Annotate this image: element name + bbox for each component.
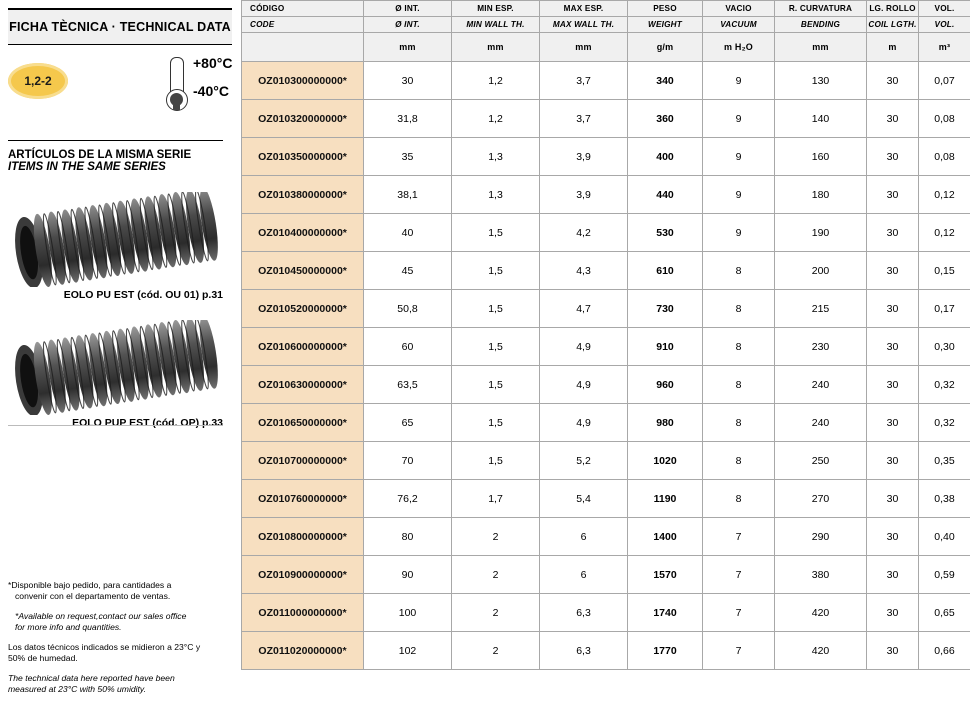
cell-min-wall: 1,5 [452,366,540,404]
col-subheader-code: CODE [242,17,364,33]
cell-vacuum: 9 [703,100,775,138]
cell-code: OZ010600000000* [242,328,364,366]
col-subheader-vacuum: VACUUM [703,17,775,33]
cell-weight: 440 [628,176,703,214]
cell-vacuum: 8 [703,366,775,404]
cell-weight: 980 [628,404,703,442]
cell-bending: 130 [775,62,867,100]
cell-max-wall: 3,9 [540,138,628,176]
cell-coil: 30 [867,442,919,480]
col-subheader-weight: WEIGHT [628,17,703,33]
cell-min-wall: 1,2 [452,100,540,138]
cell-coil: 30 [867,632,919,670]
table-row[interactable] [242,594,970,632]
col-subheader-vol: VOL. [919,17,970,33]
cell-bending: 190 [775,214,867,252]
cell-weight: 1570 [628,556,703,594]
cell-coil: 30 [867,404,919,442]
col-header-codigo: CÓDIGO [242,1,364,17]
col-header-min-esp: MIN ESP. [452,1,540,17]
cell-vacuum: 9 [703,214,775,252]
cell-weight: 340 [628,62,703,100]
footnote-es [8,580,236,602]
table-row[interactable] [242,442,970,480]
thermometer-bulb-fill-icon [170,93,183,106]
unit-min-wall: mm [452,33,540,62]
cell-min-wall: 2 [452,594,540,632]
cell-vol: 0,08 [919,138,970,176]
cell-bending: 290 [775,518,867,556]
cell-max-wall: 3,7 [540,62,628,100]
cell-vacuum: 8 [703,252,775,290]
cell-bending: 180 [775,176,867,214]
cell-weight: 1190 [628,480,703,518]
table-row[interactable] [242,100,970,138]
cell-vacuum: 9 [703,176,775,214]
cell-max-wall: 6,3 [540,632,628,670]
measure-note-es-line2: 50% de humedad. [8,653,78,663]
col-header-diam-int: Ø INT. [364,1,452,17]
table-row[interactable] [242,252,970,290]
cell-max-wall: 4,9 [540,366,628,404]
cell-code: OZ011000000000* [242,594,364,632]
product-image-eolo-pu-est[interactable] [8,192,223,301]
unit-diam-int: mm [364,33,452,62]
footnote-es-line2: convenir con el departamento de ventas. [8,591,236,602]
cell-coil: 30 [867,62,919,100]
cell-max-wall: 4,3 [540,252,628,290]
cell-vacuum: 9 [703,62,775,100]
cell-weight: 400 [628,138,703,176]
cell-vacuum: 7 [703,556,775,594]
cell-coil: 30 [867,328,919,366]
divider [8,425,223,426]
cell-vacuum: 8 [703,480,775,518]
col-header-rollo: LG. ROLLO [867,1,919,17]
header-row-units [242,33,970,62]
cell-code: OZ010320000000* [242,100,364,138]
cell-weight: 530 [628,214,703,252]
panel-title: FICHA TÈCNICA · TECHNICAL DATA [8,8,232,45]
cell-bending: 230 [775,328,867,366]
series-heading [8,140,223,173]
cell-coil: 30 [867,252,919,290]
cell-diam-int: 76,2 [364,480,452,518]
cell-weight: 1020 [628,442,703,480]
cell-diam-int: 30 [364,62,452,100]
product-caption-eolo-pu-est: EOLO PU EST (cód. OU 01) p.31 [8,289,223,301]
thickness-badge: 1,2-2 [8,63,68,99]
cell-code: OZ010350000000* [242,138,364,176]
unit-code [242,33,364,62]
cell-code: OZ010520000000* [242,290,364,328]
table-row[interactable] [242,214,970,252]
cell-vacuum: 7 [703,594,775,632]
hose-illustration-icon [8,192,223,287]
technical-data-table [241,0,970,670]
cell-vol: 0,12 [919,176,970,214]
cell-code: OZ010650000000* [242,404,364,442]
cell-vol: 0,30 [919,328,970,366]
cell-bending: 140 [775,100,867,138]
cell-diam-int: 102 [364,632,452,670]
cell-min-wall: 1,5 [452,442,540,480]
cell-bending: 380 [775,556,867,594]
cell-code: OZ010900000000* [242,556,364,594]
unit-coil: m [867,33,919,62]
product-caption-eolo-pup-est: EOLO PUP EST (cód. OP) p.33 [8,417,223,429]
cell-max-wall: 6,3 [540,594,628,632]
cell-coil: 30 [867,518,919,556]
cell-vol: 0,15 [919,252,970,290]
cell-vol: 0,38 [919,480,970,518]
series-heading-en: ITEMS IN THE SAME SERIES [8,161,223,173]
measure-note-en [8,673,236,695]
cell-weight: 1400 [628,518,703,556]
table-row[interactable] [242,366,970,404]
cell-coil: 30 [867,214,919,252]
cell-diam-int: 100 [364,594,452,632]
cell-coil: 30 [867,366,919,404]
cell-vacuum: 8 [703,328,775,366]
table-row[interactable] [242,290,970,328]
cell-bending: 420 [775,632,867,670]
cell-code: OZ011020000000* [242,632,364,670]
cell-coil: 30 [867,594,919,632]
measure-note-es [8,642,236,664]
cell-vol: 0,17 [919,290,970,328]
unit-bending: mm [775,33,867,62]
cell-diam-int: 70 [364,442,452,480]
cell-min-wall: 2 [452,556,540,594]
col-subheader-min-wall: MIN WALL TH. [452,17,540,33]
footnotes [8,580,236,704]
cell-diam-int: 31,8 [364,100,452,138]
cell-diam-int: 40 [364,214,452,252]
cell-min-wall: 1,3 [452,138,540,176]
cell-vol: 0,12 [919,214,970,252]
cell-vol: 0,35 [919,442,970,480]
cell-code: OZ010450000000* [242,252,364,290]
cell-vacuum: 9 [703,138,775,176]
unit-max-wall: mm [540,33,628,62]
table-row[interactable] [242,632,970,670]
col-header-curvatura: R. CURVATURA [775,1,867,17]
cell-diam-int: 90 [364,556,452,594]
col-subheader-coil: COIL LGTH. [867,17,919,33]
table-row[interactable] [242,176,970,214]
col-header-vacio: VACIO [703,1,775,17]
table-row[interactable] [242,556,970,594]
cell-max-wall: 6 [540,518,628,556]
cell-min-wall: 1,5 [452,290,540,328]
cell-weight: 910 [628,328,703,366]
cell-coil: 30 [867,480,919,518]
table-row[interactable] [242,328,970,366]
cell-bending: 250 [775,442,867,480]
cell-min-wall: 1,2 [452,62,540,100]
cell-bending: 160 [775,138,867,176]
cell-max-wall: 4,9 [540,404,628,442]
measure-note-en-line1: The technical data here reported have been [8,673,175,683]
col-subheader-diam-int: Ø INT. [364,17,452,33]
cell-diam-int: 60 [364,328,452,366]
left-info-panel [0,0,240,693]
cell-vacuum: 8 [703,290,775,328]
table-header [242,1,970,62]
footnote-en-line1: *Available on request,contact our sales office [8,611,236,622]
cell-min-wall: 1,7 [452,480,540,518]
cell-max-wall: 3,9 [540,176,628,214]
cell-diam-int: 50,8 [364,290,452,328]
measure-note-en-line2: measured at 23°C with 50% umidity. [8,684,146,694]
cell-min-wall: 1,5 [452,214,540,252]
cell-diam-int: 38,1 [364,176,452,214]
cell-code: OZ010300000000* [242,62,364,100]
cell-diam-int: 63,5 [364,366,452,404]
cell-bending: 420 [775,594,867,632]
cell-vol: 0,65 [919,594,970,632]
cell-vol: 0,07 [919,62,970,100]
table-row[interactable] [242,404,970,442]
cell-bending: 270 [775,480,867,518]
col-subheader-bending: BENDING [775,17,867,33]
cell-weight: 730 [628,290,703,328]
table-body [242,62,970,670]
product-image-eolo-pup-est[interactable] [8,320,223,429]
cell-bending: 215 [775,290,867,328]
cell-vol: 0,40 [919,518,970,556]
cell-bending: 200 [775,252,867,290]
col-header-max-esp: MAX ESP. [540,1,628,17]
col-header-peso: PESO [628,1,703,17]
footnote-en [8,611,236,633]
cell-code: OZ010380000000* [242,176,364,214]
cell-code: OZ010400000000* [242,214,364,252]
cell-code: OZ010700000000* [242,442,364,480]
cell-coil: 30 [867,176,919,214]
series-heading-es: ARTÍCULOS DE LA MISMA SERIE [8,149,223,161]
cell-vol: 0,66 [919,632,970,670]
unit-vacuum: m H₂O [703,33,775,62]
cell-weight: 1770 [628,632,703,670]
cell-max-wall: 4,9 [540,328,628,366]
cell-bending: 240 [775,404,867,442]
cell-max-wall: 4,2 [540,214,628,252]
cell-max-wall: 4,7 [540,290,628,328]
cell-diam-int: 80 [364,518,452,556]
footnote-en-line2: for more info and quantities. [8,622,236,633]
header-row-en [242,17,970,33]
hose-illustration-icon [8,320,223,415]
cell-weight: 360 [628,100,703,138]
table-row[interactable] [242,518,970,556]
temp-high-label: +80°C [193,55,232,71]
cell-min-wall: 1,5 [452,328,540,366]
cell-min-wall: 2 [452,518,540,556]
cell-vol: 0,32 [919,404,970,442]
cell-vol: 0,32 [919,366,970,404]
cell-vacuum: 7 [703,632,775,670]
col-header-vol: VOL. [919,1,970,17]
cell-code: OZ010760000000* [242,480,364,518]
cell-bending: 240 [775,366,867,404]
cell-max-wall: 3,7 [540,100,628,138]
footnote-es-line1: *Disponible bajo pedido, para cantidades a [8,580,171,590]
cell-max-wall: 5,2 [540,442,628,480]
cell-diam-int: 35 [364,138,452,176]
table-row[interactable] [242,480,970,518]
cell-vol: 0,08 [919,100,970,138]
header-row-es [242,1,970,17]
table-row[interactable] [242,138,970,176]
cell-coil: 30 [867,138,919,176]
cell-diam-int: 45 [364,252,452,290]
cell-min-wall: 1,5 [452,252,540,290]
col-subheader-max-wall: MAX WALL TH. [540,17,628,33]
cell-weight: 960 [628,366,703,404]
unit-weight: g/m [628,33,703,62]
cell-coil: 30 [867,100,919,138]
temp-low-label: -40°C [193,83,229,99]
cell-max-wall: 5,4 [540,480,628,518]
unit-vol: m³ [919,33,970,62]
cell-min-wall: 1,5 [452,404,540,442]
cell-vol: 0,59 [919,556,970,594]
cell-vacuum: 7 [703,518,775,556]
cell-min-wall: 2 [452,632,540,670]
table-row[interactable] [242,62,970,100]
cell-weight: 1740 [628,594,703,632]
cell-max-wall: 6 [540,556,628,594]
cell-min-wall: 1,3 [452,176,540,214]
cell-code: OZ010630000000* [242,366,364,404]
cell-weight: 610 [628,252,703,290]
cell-coil: 30 [867,290,919,328]
measure-note-es-line1: Los datos técnicos indicados se midieron a 23°C y [8,642,200,652]
cell-coil: 30 [867,556,919,594]
cell-diam-int: 65 [364,404,452,442]
cell-vacuum: 8 [703,442,775,480]
cell-vacuum: 8 [703,404,775,442]
cell-code: OZ010800000000* [242,518,364,556]
